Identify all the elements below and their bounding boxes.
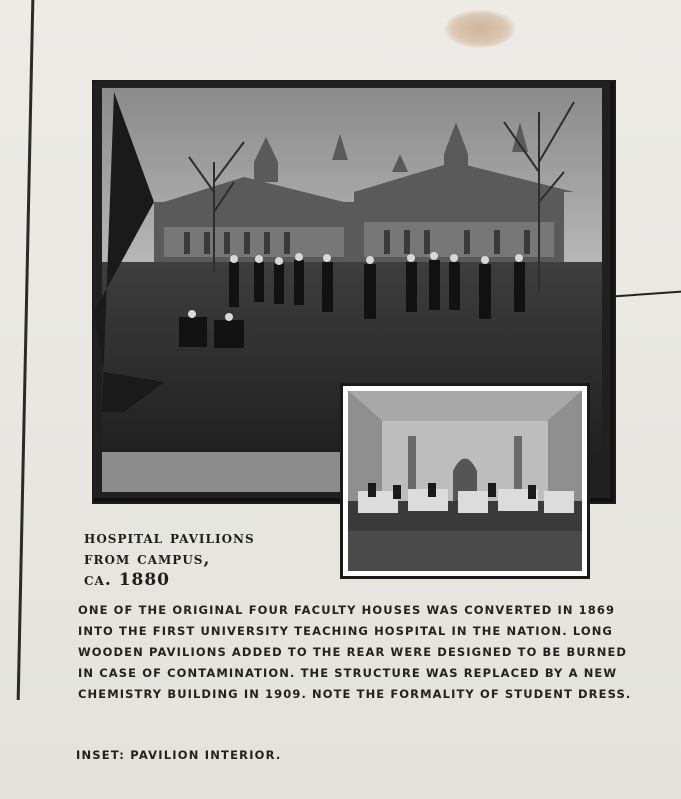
pavilion-interior-photo	[348, 391, 582, 571]
caption-title	[84, 528, 344, 591]
inset-caption: INSET: PAVILION INTERIOR.	[76, 748, 282, 762]
caption-title-line-1: hospital pavilions	[84, 528, 255, 548]
water-stain	[445, 10, 515, 48]
caption-body: ONE OF THE ORIGINAL FOUR FACULTY HOUSES WAS CONVERTED IN 1869 INTO THE FIRST UNIVERSITY TEACHING HOSPITAL IN THE NATION. LONG WOODEN PAVILIONS ADDED TO THE REAR WERE DESIGNED TO BE BURNED IN CASE OF CONTAMINATION. THE STRUCTURE WAS REPLACED BY A NEW CHEMISTRY BUILDING IN 1909. NOTE THE FORMALITY OF STUDENT DRESS.	[78, 603, 632, 701]
caption-title-line-2: from campus,	[84, 549, 211, 569]
connector-line	[605, 290, 681, 298]
caption-title-line-3: ca. 1880	[84, 570, 171, 590]
inset-interior-photo	[340, 383, 590, 579]
panel-edge-line	[17, 0, 35, 700]
